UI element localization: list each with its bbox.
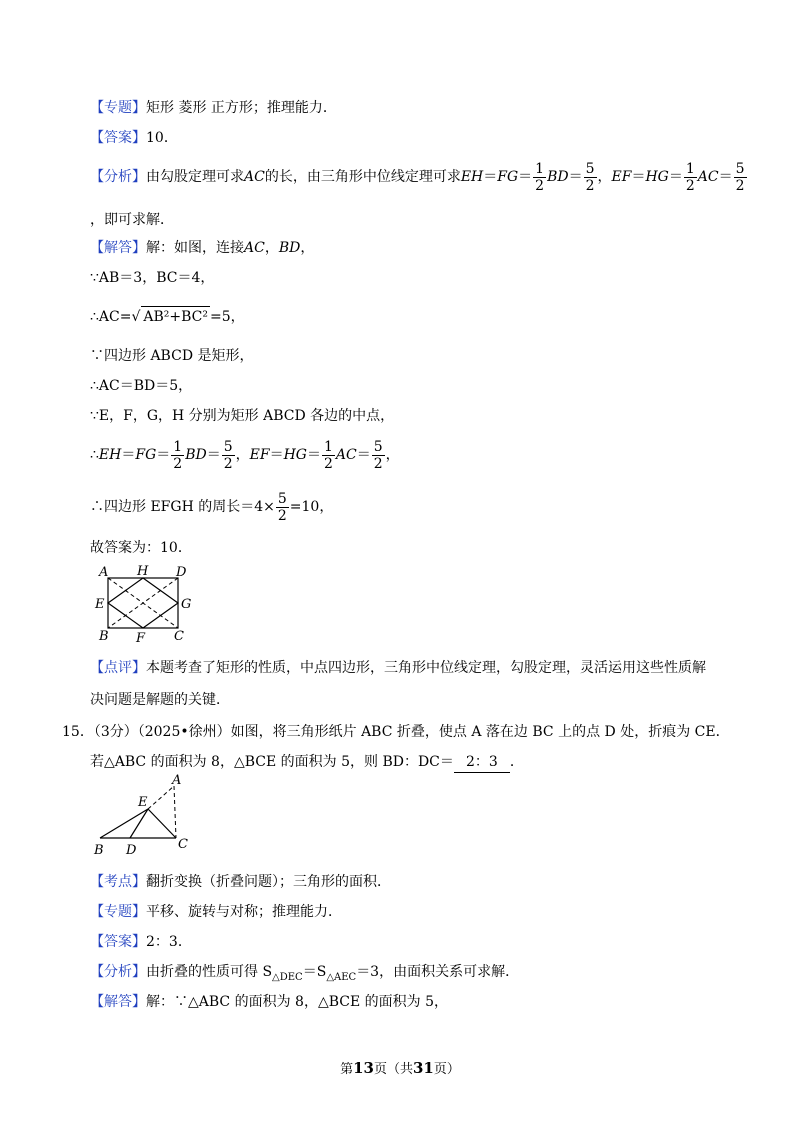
q15-stem-2	[90, 752, 524, 773]
q14-comment-line	[90, 658, 706, 678]
triangle-label-D: D	[126, 843, 137, 858]
point-tag: 【考点】	[90, 874, 146, 890]
q15-solution-text: 解：∵△ABC 的面积为 8，△BCE 的面积为 5，	[146, 994, 448, 1010]
q15-answer-text: 2：3．	[146, 934, 192, 950]
q14-analysis-end: ，即可求解．	[90, 212, 174, 228]
line-midpoints: ∵E，F，G，H 分别为矩形 ABCD 各边的中点，	[90, 408, 395, 424]
comment-tag: 【点评】	[90, 660, 146, 676]
triangle-label-A: A	[172, 774, 182, 788]
q15-analysis-line: 【分析】由折叠的性质可得 $S_{\triangle DEC}=S_{\triangle AEC}=3$，由面积关系可求解．	[90, 964, 520, 983]
triangle-figure	[88, 774, 208, 858]
rect-label-B: B	[99, 629, 109, 644]
q14-analysis-line: 【分析】由勾股定理可求AC的长，由三角形中位线定理可求EH＝FG＝ $\frac{1}{2}$ BD＝ $\frac{5}{2}$ ，EF＝HG＝ $\frac{1}{2}$ AC＝ $\frac{5}{2}$	[90, 160, 745, 194]
analysis-ac2: AC	[697, 169, 719, 185]
question-meta: （3分）（2025•徐州）	[93, 724, 231, 740]
solution-tag: 【解答】	[90, 240, 146, 256]
question-stem-1: 如图，将三角形纸片 ABC 折叠，使点 A 落在边 BC 上的点 D 处，折痕为 CE．	[230, 724, 730, 740]
fraction-half-4: $\frac{1}{2}$	[323, 438, 333, 472]
question-number: 15．	[62, 724, 94, 740]
line-eh-fg: ∴EH＝FG＝ $\frac{1}{2}$ BD＝ $\frac{5}{2}$ ，EF＝HG＝ $\frac{1}{2}$ AC＝ $\frac{5}{2}$ ，	[90, 438, 400, 472]
q15-analysis-tag: 【分析】	[90, 964, 146, 980]
rectangle-figure	[90, 560, 200, 646]
solution-bd: BD	[278, 240, 301, 256]
analysis-ac: AC	[244, 169, 265, 185]
q14-answer-line	[90, 128, 178, 148]
line-rectangle: ∵四边形 ABCD 是矩形，	[90, 348, 254, 364]
analysis-tag: 【分析】	[90, 169, 146, 185]
analysis-hg: HG	[645, 169, 669, 185]
rect-label-F: F	[136, 631, 146, 646]
q14-comment-line-2: 决问题是解题的关键．	[90, 692, 230, 708]
q15-topic-text: 平移、旋转与对称；推理能力．	[146, 904, 342, 920]
fraction-half-2: $\frac{1}{2}$	[685, 160, 695, 194]
comment-text-1: 本题考查了矩形的性质，中点四边形，三角形中位线定理，勾股定理，灵活运用这些性质解	[146, 660, 706, 676]
fraction-five-halves: $\frac{5}{2}$	[585, 160, 595, 194]
answer-blank: 2：3	[454, 752, 510, 773]
question-stem-end: ．	[509, 754, 524, 770]
perimeter-suffix: =10，	[289, 499, 334, 515]
analysis-fg: FG	[497, 169, 519, 185]
analysis-eh: EH	[460, 169, 484, 185]
triangle-label-B: B	[94, 843, 104, 858]
fraction-five-halves-3: $\frac{5}{2}$	[223, 438, 233, 472]
question-stem-2: 若△ABC 的面积为 8，△BCE 的面积为 5，则 BD：DC＝	[90, 754, 454, 770]
q15-header	[62, 722, 730, 742]
triangle-label-E: E	[138, 795, 148, 810]
fraction-five-halves-5: $\frac{5}{2}$	[277, 490, 287, 524]
sqrt-expression: AB²+BC²	[141, 306, 210, 327]
rect-label-C: C	[174, 629, 184, 644]
fraction-half: $\frac{1}{2}$	[535, 160, 545, 194]
ac-suffix: =5，	[210, 309, 245, 325]
q15-answer-line	[90, 932, 192, 952]
line-ac-bd: ∴AC＝BD＝5，	[90, 378, 193, 394]
analysis-mid: 的长，由三角形中位线定理可求	[264, 169, 461, 185]
rect-label-A: A	[99, 565, 109, 580]
line-ac-sqrt: ∴AC=√ AB²+BC² =5，	[90, 306, 245, 327]
rect-label-D: D	[176, 565, 187, 580]
analysis-text: 由勾股定理可求	[146, 169, 244, 185]
ac-prefix: ∴AC=	[90, 309, 132, 325]
rect-label-E: E	[95, 597, 105, 612]
solution-ac: AC	[244, 240, 265, 256]
answer-text: 10．	[146, 130, 178, 146]
rect-label-H: H	[137, 564, 149, 579]
rect-label-G: G	[181, 597, 192, 612]
q14-topic-line	[90, 98, 337, 118]
fraction-half-3: $\frac{1}{2}$	[173, 438, 183, 472]
perimeter-prefix: ∴四边形 EFGH 的周长＝4×	[90, 499, 275, 515]
analysis-bd: BD	[547, 169, 569, 185]
topic-text: 矩形 菱形 正方形；推理能力．	[146, 100, 337, 116]
q15-topic-tag: 【专题】	[90, 904, 146, 920]
answer-tag: 【答案】	[90, 130, 146, 146]
point-text: 翻折变换（折叠问题）；三角形的面积．	[146, 874, 391, 890]
analysis-ef: EF	[611, 169, 632, 185]
line-perimeter	[90, 490, 333, 524]
q15-solution-line	[90, 992, 448, 1012]
fraction-five-halves-4: $\frac{5}{2}$	[373, 438, 383, 472]
fraction-five-halves-2: $\frac{5}{2}$	[735, 160, 745, 194]
triangle-label-C: C	[178, 837, 188, 852]
q14-solution-line: 【解答】解：如图，连接AC，BD，	[90, 240, 315, 256]
line-final: 故答案为：10．	[90, 540, 192, 556]
line-ab-bc: ∵AB＝3，BC＝4，	[90, 270, 215, 286]
topic-tag: 【专题】	[90, 100, 146, 116]
solution-intro: 解：如图，连接	[146, 240, 244, 256]
page-number: 第13页（共31页）	[340, 1059, 460, 1077]
q15-solution-tag: 【解答】	[90, 994, 146, 1010]
q15-answer-tag: 【答案】	[90, 934, 146, 950]
q15-topic-line	[90, 902, 342, 922]
q15-point-line	[90, 872, 391, 892]
